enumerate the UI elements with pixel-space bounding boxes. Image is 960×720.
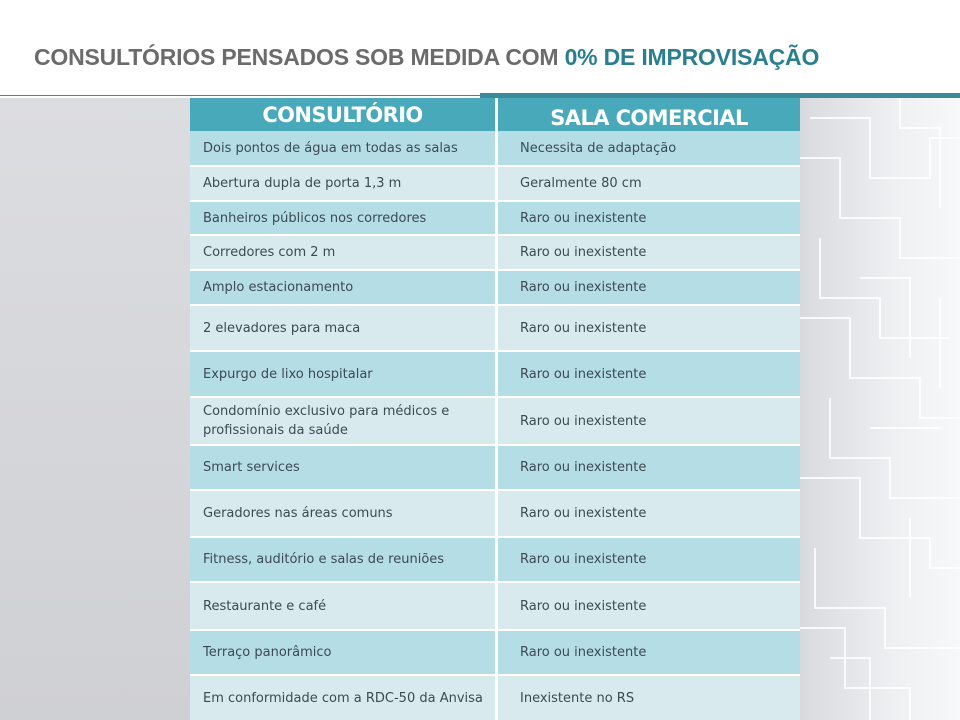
cell-consultorio: Amplo estacionamento [190,271,495,304]
cell-sala: Raro ou inexistente [498,271,800,304]
cell-consultorio: Dois pontos de água em todas as salas [190,131,495,165]
cell-sala: Raro ou inexistente [498,446,800,489]
page-title-main: CONSULTÓRIOS PENSADOS SOB MEDIDA COM [34,44,565,70]
cell-sala: Raro ou inexistente [498,202,800,234]
circuit-pattern [800,98,960,720]
cell-sala: Raro ou inexistente [498,236,800,269]
title-bar [0,0,960,96]
cell-consultorio: Corredores com 2 m [190,236,495,269]
cell-consultorio: Abertura dupla de porta 1,3 m [190,167,495,200]
cell-sala: Raro ou inexistente [498,631,800,674]
cell-consultorio: Smart services [190,446,495,489]
cell-sala: Raro ou inexistente [498,538,800,581]
cell-sala: Raro ou inexistente [498,491,800,536]
cell-sala: Raro ou inexistente [498,583,800,629]
title-rule-thin [0,95,480,96]
cell-consultorio: Geradores nas áreas comuns [190,491,495,536]
cell-consultorio: 2 elevadores para maca [190,306,495,350]
cell-consultorio: Terraço panorâmico [190,631,495,674]
page-title [34,44,819,71]
cell-consultorio: Banheiros públicos nos corredores [190,202,495,234]
cell-consultorio: Fitness, auditório e salas de reuniões [190,538,495,581]
cell-consultorio: Restaurante e café [190,583,495,629]
header-consultorio: CONSULTÓRIO [190,98,495,131]
cell-sala: Geralmente 80 cm [498,167,800,200]
background-left-panel [0,98,190,720]
cell-consultorio: Condomínio exclusivo para médicos e profissionais da saúde [190,398,495,444]
cell-sala: Inexistente no RS [498,676,800,720]
cell-consultorio: Expurgo de lixo hospitalar [190,352,495,396]
cell-sala: Raro ou inexistente [498,398,800,444]
cell-sala: Raro ou inexistente [498,306,800,350]
background-right-pattern [800,98,960,720]
header-sala-comercial: SALA COMERCIAL [498,98,800,131]
comparison-table [190,98,800,720]
cell-sala: Necessita de adaptação [498,131,800,165]
cell-sala: Raro ou inexistente [498,352,800,396]
page-title-accent: 0% DE IMPROVISAÇÃO [564,44,820,70]
cell-consultorio: Em conformidade com a RDC-50 da Anvisa [190,676,495,720]
